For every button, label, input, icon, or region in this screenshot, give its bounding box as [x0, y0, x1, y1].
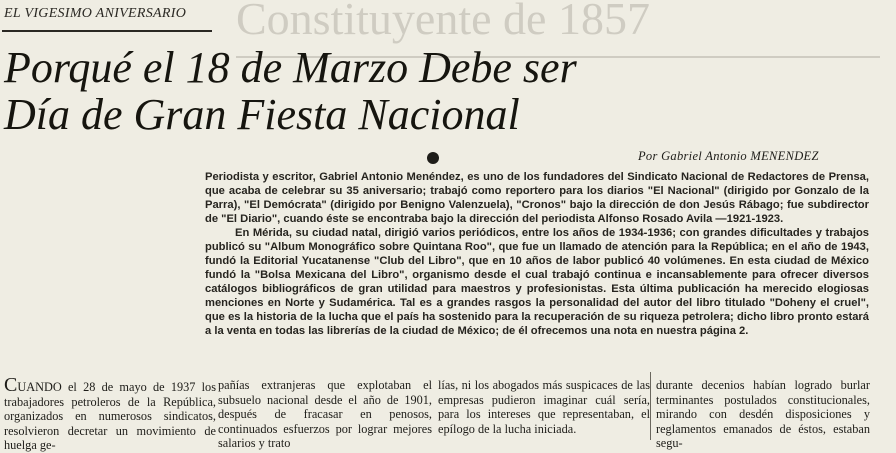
author-intro [205, 170, 869, 338]
intro-paragraph-2: En Mérida, su ciudad natal, dirigió varios periódicos, entre los años de 1934-1936; con grandes dificultades y trabajos publicó su "Album Monográfico sobre Quintana Roo", que fue un llamado de atención para la República; en el año de 1943, fundó la Editorial Yucatanense "Club del Libro", que en 10 años de labor publicó 40 volúmenes. En esta ciudad de México fundó la "Bolsa Mexicana del Libro", organismo desde el cual trabajó continua e incansablemente para ofrecer diversos catálogos bibliográficos de gran utilidad para maestros y profesionistas. Esta última publicación ha merecido elogiosas menciones en Norte y Sudamérica. Tal es a grandes rasgos la personalidad del autor del libro titulado "Doheny el cruel", que es la historia de la lucha que el país ha sostenido para la recuperación de su riqueza petrolera; dicho libro pronto estará a la venta en todas las librerías de la ciudad de México; de él ofrecemos una nota en nuestra página 2. [205, 227, 869, 337]
section-label: EL VIGESIMO ANIVERSARIO [4, 6, 187, 21]
intro-paragraph-1: Periodista y escritor, Gabriel Antonio Menéndez, es uno de los fundadores del Sindicato Nacional de Redactores de Prensa, que acaba de celebrar su 35 aniversario; trabajó como reportero para los diarios "El Nacional" (dirigido por Gonzalo de la Parra), "El Demócrata" (dirigido por Benigno Valenzuela), "Cronos" bajo la dirección de don Jesús Rábago; fue subdirector de "El Diario", cuando éste se encontraba bajo la dirección del periodista Alfonso Rosado Avila —1921-1923. [205, 171, 869, 225]
drop-cap: C [4, 374, 18, 396]
column-1-text: UANDO el 28 de mayo de 1937 los trabajadores petroleros de la República, organizados en numerosos sindicatos, resolvieron decretar un movimiento de huelga ge- [4, 380, 216, 452]
section-rule [2, 30, 212, 32]
byline: Por Gabriel Antonio MENENDEZ [638, 149, 819, 163]
headline-line-2: Día de Gran Fiesta Nacional [4, 90, 520, 139]
ornament-dot [427, 152, 439, 164]
background-heading: Constituyente de 1857 [236, 0, 650, 44]
column-divider [650, 372, 651, 440]
article-column-1 [4, 374, 216, 453]
headline-line-1: Porqué el 18 de Marzo Debe ser [4, 43, 577, 92]
article-column-4: durante decenios habían logrado burlar terminantes postulados constitucionales, mirando con desdén disposiciones y reglamentos emanados de éstos, estaban segu- [656, 378, 870, 450]
article-column-3: lías, ni los abogados más suspicaces de las empresas pudieron imaginar cuál sería, para los intereses que representaban, el epílogo de la lucha iniciada. [438, 378, 650, 436]
article-column-2: pañías extranjeras que explotaban el subsuelo nacional desde el año de 1901, después de fracasar en penosos, continuados esfuerzos por lograr mejores salarios y trato [218, 378, 432, 450]
headline [4, 44, 704, 138]
